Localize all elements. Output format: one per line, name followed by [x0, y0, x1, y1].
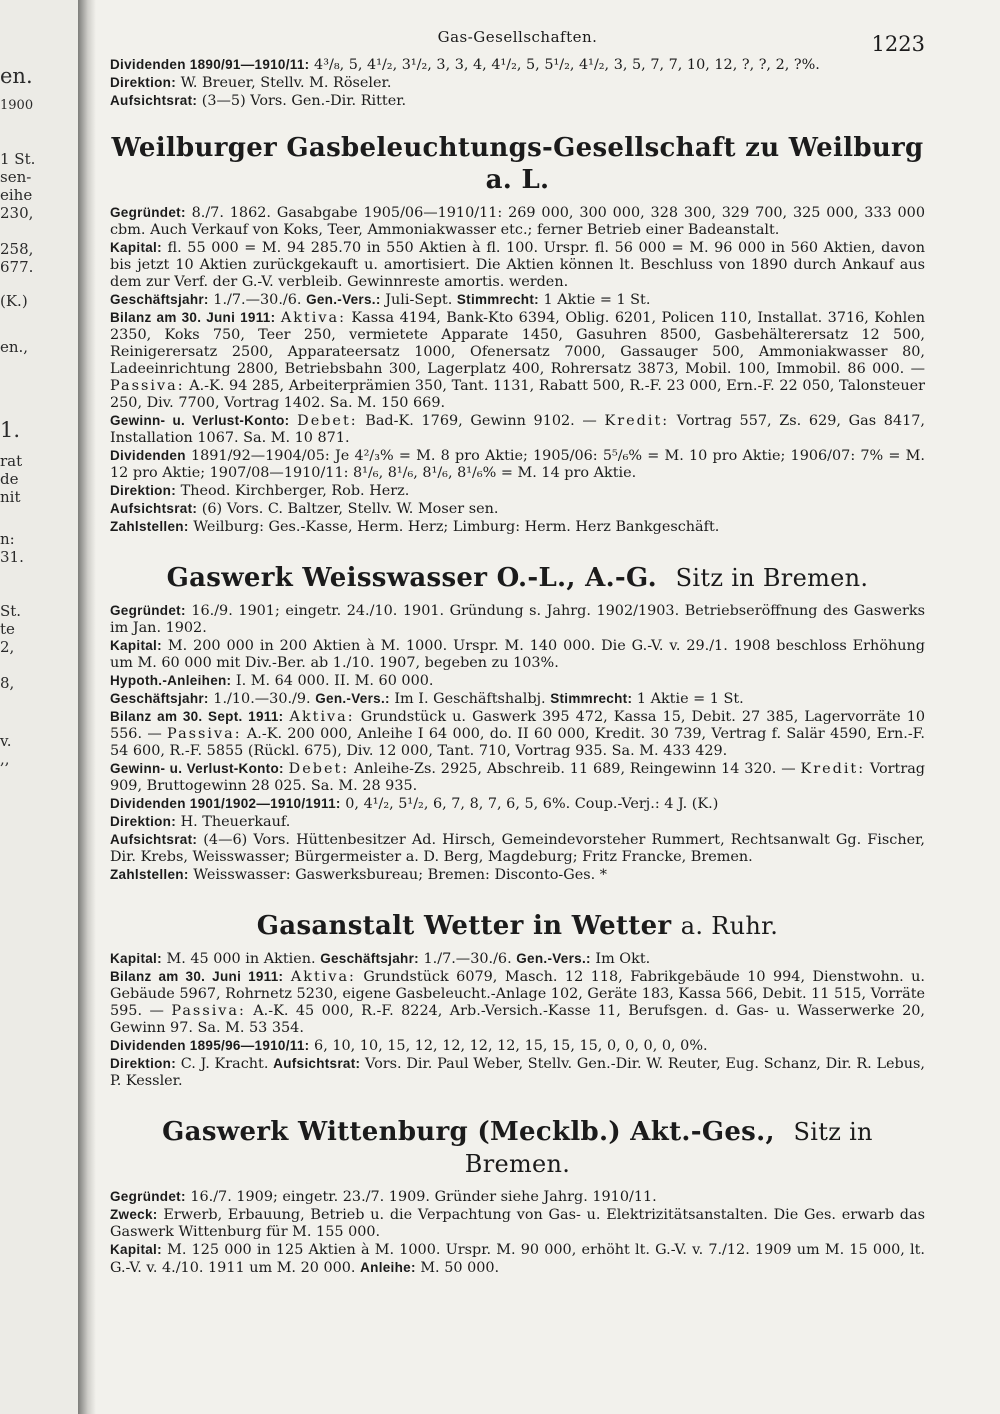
purpose-line: Zweck: Erwerb, Erbauung, Betrieb u. die Verpachtung von Gas- u. Elektrizitätsanstalten. Die Ges. erwarb das Gaswerk Wittenburg für M. 155 000.	[110, 1207, 925, 1240]
margin-fragment: en.	[0, 64, 33, 88]
margin-fragment: n:	[0, 530, 15, 548]
book-page	[110, 22, 925, 1402]
margin-fragment: 1900	[0, 98, 34, 113]
aufsichtsrat-line: Aufsichtsrat: (6) Vors. C. Baltzer, Stellv. W. Moser sen.	[110, 501, 499, 517]
capital-line: Kapital: fl. 55 000 = M. 94 285.70 in 550 Aktien à fl. 100. Urspr. fl. 56 000 = M. 96 000 in 560 Aktien, davon bis jetzt 10 Aktien zurückgekauft u. amortisiert. Die Aktien können lt. Beschluss von 1890 durch Ankauf aus dem zur Verf. der G.-V. verbleib. Gewinnreste amortis. werden.	[110, 240, 925, 290]
entry-weisswasser	[110, 562, 925, 884]
margin-fragment: rat	[0, 452, 23, 470]
balance-line: Bilanz am 30. Juni 1911: Aktiva: Kassa 4194, Bank-Kto 6394, Oblig. 6201, Policen 110, Installat. 3716, Kohlen 2350, Koks 750, Teer 250, vermietete Apparate 1450, Gasuhren 8500, Gasbehälterersatz 12 500, Reinigerersatz 2500, Apparateersatz 1000, Ofenersatz 7000, Gassauger 500, Ammoniakwasser 80, Ladeeinrichtung 2800, Betriebsbahn 300, Lagerplatz 400, Rohrersatz 3873, Mobil. 100, Immobil. 86 000. — Passiva: A.-K. 94 285, Arbeiterprämien 350, Tant. 1131, Rabatt 500, R.-F. 23 000, Ern.-F. 22 050, Talonsteuer 250, Div. 7700, Vortrag 1402. Sa. M. 150 669.	[110, 310, 925, 411]
profit-loss-line: Gewinn- u. Verlust-Konto: Debet: Anleihe-Zs. 2925, Abschreib. 11 689, Reingewinn 14 320. — Kredit: Vortrag 909, Bruttogewinn 28 025. Sa. M. 28 935.	[110, 761, 925, 794]
margin-fragment: te	[0, 620, 15, 638]
zahlstellen-line: Zahlstellen: Weilburg: Ges.-Kasse, Herm. Herz; Limburg: Herm. Herz Bankgeschäft.	[110, 519, 720, 535]
capital-line: Kapital: M. 200 000 in 200 Aktien à M. 1000. Urspr. M. 140 000. Die G.-V. v. 29./1. 1908 beschloss Erhöhung um M. 60 000 mit Div.-Ber. ab 1./10. 1907, begeben zu 103%.	[110, 638, 925, 671]
company-title: Gaswerk Weisswasser O.-L., A.-G. Sitz in Bremen.	[166, 563, 869, 593]
margin-fragment: v.	[0, 732, 12, 750]
margin-fragment: en.,	[0, 338, 29, 356]
founded-line: Gegründet: 8./7. 1862. Gasabgabe 1905/06—1910/11: 269 000, 300 000, 328 300, 329 700, 325 000, 333 000 cbm. Auch Verkauf von Koks, Teer, Ammoniakwasser etc.; ferner Betrieb einer Badeanstalt.	[110, 205, 925, 238]
company-title: Weilburger Gasbeleuchtungs-Gesellschaft zu Weilburg a. L.	[111, 133, 924, 195]
margin-fragment: 2,	[0, 638, 15, 656]
running-head	[110, 22, 925, 56]
aufsichtsrat-line: Aufsichtsrat: (3—5) Vors. Gen.-Dir. Ritter.	[110, 93, 407, 109]
capital-line: Kapital: M. 45 000 in Aktien. Geschäftsjahr: 1./7.—30./6. Gen.-Vers.: Im Okt.	[110, 951, 651, 967]
zahlstellen-line: Zahlstellen: Weisswasser: Gaswerksbureau; Bremen: Disconto-Ges. *	[110, 867, 608, 883]
entry-wittenburg	[110, 1116, 925, 1277]
margin-fragment: (K.)	[0, 292, 28, 310]
direktion-line: Direktion: H. Theuerkauf.	[110, 814, 291, 830]
margin-fragment: ,,	[0, 750, 10, 768]
fiscal-line: Geschäftsjahr: 1./10.—30./9. Gen.-Vers.: Im I. Geschäftshalbj. Stimmrecht: 1 Aktie = 1 St.	[110, 691, 744, 707]
founded-line: Gegründet: 16./9. 1901; eingetr. 24./10. 1901. Gründung s. Jahrg. 1902/1903. Betriebseröffnung des Gaswerks im Jan. 1902.	[110, 603, 925, 636]
entry-wetter	[110, 910, 925, 1090]
margin-fragment: 677.	[0, 258, 34, 276]
margin-fragment: St.	[0, 602, 22, 620]
margin-fragment: 8,	[0, 674, 15, 692]
dividends-line: Dividenden 1890/91—1910/11: 4³/₈, 5, 4¹/₂, 3¹/₂, 3, 3, 4, 4¹/₂, 5, 5¹/₂, 4¹/₂, 3, 5, 7, 7, 10, 12, ?, ?, 2, ?%.	[110, 57, 820, 73]
aufsichtsrat-line: Aufsichtsrat: (4—6) Vors. Hüttenbesitzer Ad. Hirsch, Gemeindevorsteher Rummert, Rechtsanwalt Gg. Fischer, Dir. Krebs, Weisswasser; Bürgermeister a. D. Berg, Magdeburg; Fritz Francke, Bremen.	[110, 832, 925, 865]
margin-fragment: 258,	[0, 240, 34, 258]
dividends-line: Dividenden 1891/92—1904/05: Je 4²/₃% = M. 8 pro Aktie; 1905/06: 5⁵/₆% = M. 10 pro Aktie; 1906/07: 7% = M. 12 pro Aktie; 1907/08—1910/11: 8¹/₆, 8¹/₆, 8¹/₆, 8¹/₆% = M. 14 pro Aktie.	[110, 448, 925, 481]
founded-line: Gegründet: 16./7. 1909; eingetr. 23./7. 1909. Gründer siehe Jahrg. 1910/11.	[110, 1189, 657, 1205]
page-number: 1223	[871, 32, 925, 56]
margin-fragment: de	[0, 470, 19, 488]
previous-page-margin	[0, 0, 79, 1414]
direktion-line: Direktion: C. J. Kracht. Aufsichtsrat: Vors. Dir. Paul Weber, Stellv. Gen.-Dir. W. Reuter, Eug. Schanz, Dir. R. Lebus, P. Kessler.	[110, 1056, 925, 1089]
mortgage-line: Hypoth.-Anleihen: I. M. 64 000. II. M. 60 000.	[110, 673, 434, 689]
margin-fragment: 230,	[0, 204, 34, 222]
profit-loss-line: Gewinn- u. Verlust-Konto: Debet: Bad-K. 1769, Gewinn 9102. — Kredit: Vortrag 557, Zs. 629, Gas 8417, Installation 1067. Sa. M. 10 871.	[110, 413, 925, 446]
entry-weilburg	[110, 132, 925, 536]
margin-fragment: 1 St.	[0, 150, 36, 168]
entry-previous-continuation	[110, 56, 925, 110]
capital-line: Kapital: M. 125 000 in 125 Aktien à M. 1000. Urspr. M. 90 000, erhöht lt. G.-V. v. 7./12. 1909 um M. 15 000, lt. G.-V. v. 4./10. 1911 um M. 20 000. Anleihe: M. 50 000.	[110, 1242, 925, 1276]
margin-fragment: 31.	[0, 548, 24, 566]
fiscal-line: Geschäftsjahr: 1./7.—30./6. Gen.-Vers.: Juli-Sept. Stimmrecht: 1 Aktie = 1 St.	[110, 292, 651, 308]
balance-line: Bilanz am 30. Juni 1911: Aktiva: Grundstück 6079, Masch. 12 118, Fabrikgebäude 10 994, Dienstwohn. u. Gebäude 5967, Rohrnetz 5230, eigene Gasbeleucht.-Anlage 102, Geräte 183, Kassa 566, Debit. 11 515, Vorräte 595. — Passiva: A.-K. 45 000, R.-F. 8224, Arb.-Versich.-Kasse 11, Berufsgen. d. Gas- u. Wasserwerke 20, Gewinn 97. Sa. M. 53 354.	[110, 969, 925, 1036]
company-title: Gasanstalt Wetter in Wetter a. Ruhr.	[256, 911, 779, 941]
dividends-line: Dividenden 1895/96—1910/11: 6, 10, 10, 15, 12, 12, 12, 12, 15, 15, 15, 0, 0, 0, 0, 0%.	[110, 1038, 708, 1054]
company-title: Gaswerk Wittenburg (Mecklb.) Akt.-Ges., Sitz in Bremen.	[162, 1117, 873, 1178]
direktion-line: Direktion: Theod. Kirchberger, Rob. Herz.	[110, 483, 410, 499]
binding-shadow	[78, 0, 96, 1414]
margin-fragment: nit	[0, 488, 21, 506]
margin-fragment: sen-	[0, 168, 32, 186]
dividends-line: Dividenden 1901/1902—1910/1911: 0, 4¹/₂, 5¹/₂, 6, 7, 8, 7, 6, 5, 6%. Coup.-Verj.: 4 J. (K.)	[110, 796, 719, 812]
margin-fragment: 1.	[0, 418, 21, 442]
running-head-title: Gas-Gesellschaften.	[437, 28, 598, 46]
margin-fragment: eihe	[0, 186, 33, 204]
balance-line: Bilanz am 30. Sept. 1911: Aktiva: Grundstück u. Gaswerk 395 472, Kassa 15, Debit. 27 385, Lagervorräte 10 556. — Passiva: A.-K. 200 000, Anleihe I 64 000, do. II 60 000, Kredit. 30 739, Vertrag f. Salär 4590, Ern.-F. 54 600, R.-F. 5855 (Rückl. 675), Div. 12 000, Tant. 710, Vortrag 935. Sa. M. 433 429.	[110, 709, 926, 759]
direktion-line: Direktion: W. Breuer, Stellv. M. Röseler.	[110, 75, 392, 91]
